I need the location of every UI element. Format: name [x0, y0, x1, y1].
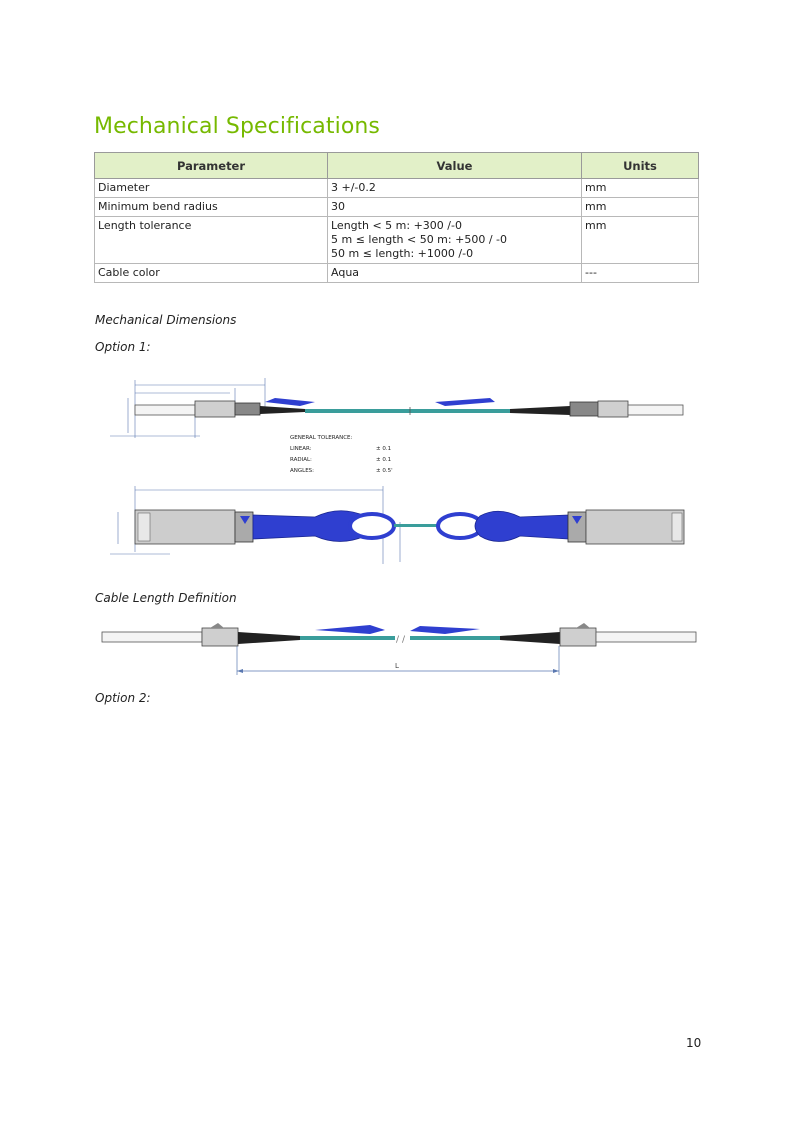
option1-top-view-drawing	[100, 472, 700, 567]
value-line: Length < 5 m: +300 /-0	[331, 219, 462, 232]
cell-units: mm	[582, 217, 699, 264]
length-label: L	[395, 662, 399, 670]
caption-mechanical-dimensions: Mechanical Dimensions	[95, 313, 237, 327]
col-header-parameter: Parameter	[95, 153, 328, 179]
cell-param: Cable color	[95, 264, 328, 283]
svg-text:/: /	[396, 635, 400, 645]
tolerance-title: GENERAL TOLERANCE:	[290, 435, 353, 441]
tolerance-angles-label: ANGLES:	[290, 468, 315, 474]
value-line: 50 m ≤ length: +1000 /-0	[331, 247, 474, 260]
value-line: 5 m ≤ length < 50 m: +500 / -0	[331, 233, 507, 246]
tolerance-radial-label: RADIAL:	[290, 457, 312, 463]
cell-param: Diameter	[95, 179, 328, 198]
col-header-units: Units	[582, 153, 699, 179]
cell-param: Length tolerance	[95, 217, 328, 264]
cable-length-drawing	[100, 622, 700, 678]
tolerance-angles-value: ± 0.5'	[376, 468, 393, 474]
table-header-row	[95, 153, 699, 179]
table-row	[95, 217, 699, 264]
cable	[305, 409, 510, 413]
table-row	[95, 179, 699, 198]
cell-units: mm	[582, 198, 699, 217]
tolerance-linear-value: ± 0.1	[376, 446, 392, 452]
cell-value: 30	[328, 198, 582, 217]
caption-cable-length-definition: Cable Length Definition	[95, 591, 237, 605]
table-row	[95, 264, 699, 283]
caption-option-2: Option 2:	[95, 691, 151, 705]
table-row	[95, 198, 699, 217]
option1-side-view-drawing	[100, 368, 700, 448]
cell-param: Minimum bend radius	[95, 198, 328, 217]
cell-value: 3 +/-0.2	[328, 179, 582, 198]
caption-option-1: Option 1:	[95, 340, 151, 354]
page-title: Mechanical Specifications	[94, 114, 380, 139]
cell-units: mm	[582, 179, 699, 198]
cell-value	[328, 217, 582, 264]
tolerance-radial-value: ± 0.1	[376, 457, 392, 463]
page-number: 10	[686, 1036, 702, 1050]
col-header-value: Value	[328, 153, 582, 179]
spec-table	[94, 152, 699, 283]
svg-text:/: /	[402, 635, 406, 645]
cell-value: Aqua	[328, 264, 582, 283]
cell-units: ---	[582, 264, 699, 283]
tolerance-linear-label: LINEAR:	[290, 446, 312, 452]
